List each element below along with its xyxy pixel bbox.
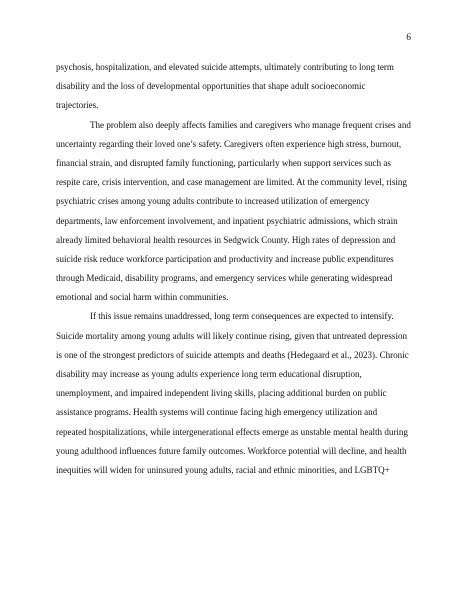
paragraph-1-line-3: trajectories.: [56, 100, 99, 111]
paragraph-2-line-6: departments, law enforcement involvement, and inpatient psychiatric admissions, which strain: [56, 215, 398, 226]
paragraph-2-line-1: The problem also deeply affects families and caregivers who manage frequent crises and: [90, 119, 411, 130]
paragraph-3-line-5: unemployment, and impaired independent living skills, placing additional burden on public: [56, 388, 387, 399]
paragraph-2-line-9: through Medicaid, disability programs, and emergency services while generating widespread: [56, 273, 393, 284]
paragraph-2-line-7: already limited behavioral health resources in Sedgwick County. High rates of depression and: [56, 234, 396, 245]
body-text: [56, 58, 416, 480]
paragraph-2-line-8: suicide risk reduce workforce participation and productivity and increase public expenditures: [56, 253, 394, 264]
paragraph-2-line-2: uncertainty regarding their loved one’s safety. Caregivers often experience high stress, burnout,: [56, 138, 402, 149]
paragraph-3-line-1: If this issue remains unaddressed, long term consequences are expected to intensify.: [90, 311, 394, 322]
paragraph-3-line-2: Suicide mortality among young adults will likely continue rising, given that untreated depression: [56, 330, 408, 341]
paragraph-3-line-7: repeated hospitalizations, while intergenerational effects emerge as unstable mental health during: [56, 426, 408, 437]
paragraph-2-line-5: psychiatric crises among young adults contribute to increased utilization of emergency: [56, 196, 370, 207]
paragraph-1-line-2: disability and the loss of developmental opportunities that shape adult socioeconomic: [56, 81, 366, 92]
paragraph-3-line-4: disability may increase as young adults experience long term educational disruption,: [56, 369, 362, 379]
paragraph-2-line-4: respite care, crisis intervention, and case management are limited. At the community level, rising: [56, 177, 407, 188]
paragraph-1-line-1: psychosis, hospitalization, and elevated suicide attempts, ultimately contributing to long term: [56, 62, 394, 72]
paragraph-3-line-8: young adulthood influences future family outcomes. Workforce potential will decline, and health: [56, 445, 407, 456]
paragraph-3-line-9: inequities will widen for uninsured young adults, racial and ethnic minorities, and LGBTQ+: [56, 464, 390, 475]
paragraph-2-line-10: emotional and social harm within communities.: [56, 292, 229, 303]
paragraph-2-line-3: financial strain, and disrupted family functioning, particularly when support services such as: [56, 157, 391, 168]
page-number: 6: [406, 33, 411, 43]
paragraph-3-line-6: assistance programs. Health systems will continue facing high emergency utilization and: [56, 407, 378, 418]
paragraph-3-line-3: is one of the strongest predictors of suicide attempts and deaths (Hedegaard et al., 2023). Chronic: [56, 349, 409, 360]
